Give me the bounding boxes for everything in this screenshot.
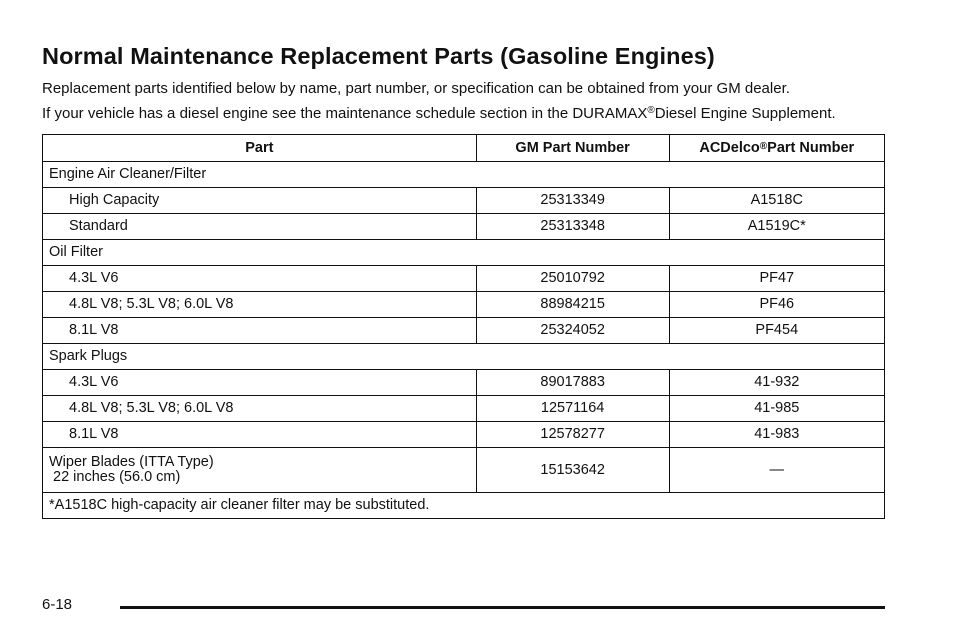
intro-paragraph-1: Replacement parts identified below by name, part number, or specification can be obtained from your GM dealer. [42,80,790,97]
gm-number-cell: 15153642 [476,448,669,493]
gm-number-cell: 88984215 [476,292,669,318]
part-cell: 4.8L V8; 5.3L V8; 6.0L V8 [43,292,477,318]
part-number-label: Part Number [767,139,855,156]
header-gm-part-number: GM Part Number [476,135,669,162]
replacement-parts-table [42,134,885,519]
part-cell: 4.8L V8; 5.3L V8; 6.0L V8 [43,396,477,422]
footnote-row [43,493,885,519]
wiper-blades-label: Wiper Blades (ITTA Type) [49,454,214,470]
gm-number-cell: 25313348 [476,214,669,240]
gm-number-cell: 12578277 [476,422,669,448]
table-row [43,396,885,422]
gm-number-cell: 89017883 [476,370,669,396]
category-row [43,344,885,370]
acdelco-number-cell: 41-932 [669,370,884,396]
acdelco-number-cell: PF47 [669,266,884,292]
table-row [43,318,885,344]
gm-number-cell: 25324052 [476,318,669,344]
part-cell: Standard [43,214,477,240]
category-row [43,240,885,266]
intro-text-after: Diesel Engine Supplement. [654,105,836,122]
table-row [43,188,885,214]
part-cell: High Capacity [43,188,477,214]
table-row [43,214,885,240]
wiper-size-label: 22 inches (56.0 cm) [53,469,181,485]
part-cell: 4.3L V6 [43,266,477,292]
table-row [43,292,885,318]
part-cell: 4.3L V6 [43,370,477,396]
acdelco-number-cell: 41-983 [669,422,884,448]
acdelco-number-cell: PF46 [669,292,884,318]
part-cell: 8.1L V8 [43,422,477,448]
table-row-wiper-blades [43,448,885,493]
registered-mark: ® [759,140,768,152]
category-air-cleaner: Engine Air Cleaner/Filter [43,162,885,188]
table-row [43,266,885,292]
gm-number-cell: 25010792 [476,266,669,292]
acdelco-number-cell: — [669,448,884,493]
footer-rule [120,606,885,609]
table-footnote: *A1518C high-capacity air cleaner filter may be substituted. [43,493,885,519]
gm-number-cell: 25313349 [476,188,669,214]
acdelco-number-cell: PF454 [669,318,884,344]
page-footer [42,596,885,616]
acdelco-number-cell: A1518C [669,188,884,214]
acdelco-number-cell: 41-985 [669,396,884,422]
intro-text-before: If your vehicle has a diesel engine see the maintenance schedule section in the DURAMAX [42,105,648,122]
page-title: Normal Maintenance Replacement Parts (Gasoline Engines) [42,43,715,69]
wiper-part-cell [43,448,477,493]
table-row [43,422,885,448]
category-spark-plugs: Spark Plugs [43,344,885,370]
part-cell: 8.1L V8 [43,318,477,344]
table-row [43,370,885,396]
registered-mark: ® [647,105,655,116]
page [42,42,885,519]
header-acdelco-part-number [669,135,884,162]
intro-paragraph-2 [42,105,885,122]
acdelco-label: ACDelco [699,139,760,156]
table-header-row [43,135,885,162]
page-number: 6-18 [42,596,73,613]
category-row [43,162,885,188]
header-part: Part [43,135,477,162]
category-oil-filter: Oil Filter [43,240,885,266]
acdelco-number-cell: A1519C* [669,214,884,240]
gm-number-cell: 12571164 [476,396,669,422]
